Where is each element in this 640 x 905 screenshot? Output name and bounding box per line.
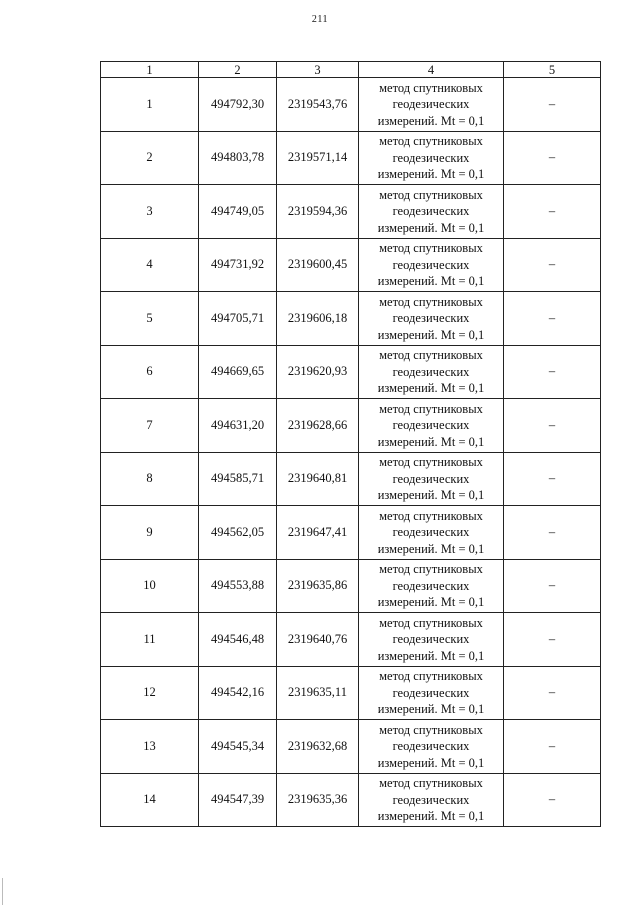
coord-x: 494542,16 <box>199 666 277 720</box>
note-dash: – <box>504 773 601 827</box>
table-row <box>101 506 601 560</box>
method-line: метод спутниковых <box>379 241 483 255</box>
method-line: измерений. Mt = 0,1 <box>377 541 485 556</box>
point-number: 7 <box>101 399 199 453</box>
method-line: геодезических <box>392 471 470 486</box>
coord-x: 494562,05 <box>199 506 277 560</box>
method-line: измерений. Mt = 0,1 <box>377 488 485 502</box>
coord-x: 494547,39 <box>199 773 277 827</box>
table-row <box>101 238 601 292</box>
method-cell <box>359 131 504 185</box>
coord-y: 2319640,81 <box>277 452 359 506</box>
method-line: метод спутниковых <box>379 615 483 630</box>
method-line: измерений. Mt = 0,1 <box>377 113 485 128</box>
coord-y: 2319600,45 <box>277 238 359 292</box>
coord-x: 494792,30 <box>199 78 277 132</box>
point-number: 2 <box>101 131 199 185</box>
point-number: 13 <box>101 720 199 774</box>
coord-y: 2319620,93 <box>277 345 359 399</box>
header-row <box>101 62 601 78</box>
method-line: измерений. Mt = 0,1 <box>377 648 485 663</box>
table-row <box>101 185 601 239</box>
method-cell <box>359 238 504 292</box>
method-line: измерений. Mt = 0,1 <box>377 809 485 823</box>
note-dash: – <box>504 292 601 346</box>
table-row <box>101 666 601 720</box>
method-line: измерений. Mt = 0,1 <box>377 327 485 342</box>
method-line: измерений. Mt = 0,1 <box>377 702 485 716</box>
method-cell <box>359 185 504 239</box>
coord-y: 2319632,68 <box>277 720 359 774</box>
method-line: метод спутниковых <box>379 508 483 523</box>
method-line: геодезических <box>392 257 470 272</box>
coord-y: 2319628,66 <box>277 399 359 453</box>
point-number: 6 <box>101 345 199 399</box>
method-cell <box>359 78 504 132</box>
method-line: геодезических <box>392 150 470 165</box>
point-number: 10 <box>101 559 199 613</box>
margin-mark <box>2 878 3 905</box>
method-line: метод спутниковых <box>379 455 483 469</box>
table-row <box>101 720 601 774</box>
point-number: 5 <box>101 292 199 346</box>
table-header <box>101 62 601 78</box>
coord-x: 494545,34 <box>199 720 277 774</box>
method-line: геодезических <box>392 525 470 539</box>
method-line: геодезических <box>392 97 470 111</box>
method-line: метод спутниковых <box>379 722 483 737</box>
method-cell <box>359 399 504 453</box>
note-dash: – <box>504 345 601 399</box>
table-row <box>101 292 601 346</box>
note-dash: – <box>504 613 601 667</box>
method-line: геодезических <box>392 792 470 807</box>
coord-y: 2319543,76 <box>277 78 359 132</box>
table-row <box>101 345 601 399</box>
point-number: 4 <box>101 238 199 292</box>
method-line: метод спутниковых <box>379 348 483 362</box>
point-number: 1 <box>101 78 199 132</box>
header-col-2: 2 <box>199 62 277 78</box>
method-line: геодезических <box>392 632 470 646</box>
method-cell <box>359 452 504 506</box>
note-dash: – <box>504 452 601 506</box>
method-line: геодезических <box>392 685 470 700</box>
method-cell <box>359 613 504 667</box>
method-line: измерений. Mt = 0,1 <box>377 167 485 181</box>
coord-y: 2319635,11 <box>277 666 359 720</box>
coord-x: 494749,05 <box>199 185 277 239</box>
method-line: измерений. Mt = 0,1 <box>377 381 485 395</box>
header-col-3: 3 <box>277 62 359 78</box>
coordinates-table <box>100 61 601 827</box>
method-line: метод спутниковых <box>379 134 483 148</box>
method-cell <box>359 292 504 346</box>
table-row <box>101 559 601 613</box>
point-number: 12 <box>101 666 199 720</box>
coord-x: 494669,65 <box>199 345 277 399</box>
coord-y: 2319635,36 <box>277 773 359 827</box>
coord-y: 2319640,76 <box>277 613 359 667</box>
method-line: метод спутниковых <box>379 562 483 576</box>
note-dash: – <box>504 185 601 239</box>
coord-y: 2319606,18 <box>277 292 359 346</box>
method-line: метод спутниковых <box>379 294 483 309</box>
note-dash: – <box>504 78 601 132</box>
point-number: 9 <box>101 506 199 560</box>
method-line: метод спутниковых <box>379 401 483 416</box>
coord-y: 2319571,14 <box>277 131 359 185</box>
method-line: метод спутниковых <box>379 80 483 95</box>
header-col-4: 4 <box>359 62 504 78</box>
method-cell <box>359 773 504 827</box>
table-row <box>101 78 601 132</box>
point-number: 11 <box>101 613 199 667</box>
coord-x: 494546,48 <box>199 613 277 667</box>
method-line: метод спутниковых <box>379 187 483 202</box>
coord-x: 494705,71 <box>199 292 277 346</box>
table-row <box>101 131 601 185</box>
page-number: 211 <box>311 14 329 25</box>
coord-x: 494803,78 <box>199 131 277 185</box>
method-line: метод спутниковых <box>379 776 483 790</box>
method-line: метод спутниковых <box>379 669 483 683</box>
coord-x: 494585,71 <box>199 452 277 506</box>
method-line: геодезических <box>392 418 470 432</box>
note-dash: – <box>504 238 601 292</box>
coord-y: 2319635,86 <box>277 559 359 613</box>
method-line: геодезических <box>392 364 470 379</box>
note-dash: – <box>504 399 601 453</box>
coord-x: 494631,20 <box>199 399 277 453</box>
header-col-5: 5 <box>504 62 601 78</box>
method-line: геодезических <box>392 311 470 325</box>
table-body <box>101 78 601 827</box>
method-line: геодезических <box>392 578 470 593</box>
coord-x: 494553,88 <box>199 559 277 613</box>
coord-y: 2319594,36 <box>277 185 359 239</box>
note-dash: – <box>504 131 601 185</box>
point-number: 8 <box>101 452 199 506</box>
method-cell <box>359 559 504 613</box>
method-cell <box>359 666 504 720</box>
method-cell <box>359 720 504 774</box>
method-line: геодезических <box>392 204 470 218</box>
method-line: измерений. Mt = 0,1 <box>377 595 485 609</box>
method-line: геодезических <box>392 739 470 753</box>
table-row <box>101 613 601 667</box>
table-row <box>101 399 601 453</box>
method-line: измерений. Mt = 0,1 <box>377 274 485 288</box>
note-dash: – <box>504 720 601 774</box>
header-col-1: 1 <box>101 62 199 78</box>
table-row <box>101 452 601 506</box>
point-number: 3 <box>101 185 199 239</box>
point-number: 14 <box>101 773 199 827</box>
method-line: измерений. Mt = 0,1 <box>377 220 485 235</box>
method-cell <box>359 506 504 560</box>
note-dash: – <box>504 559 601 613</box>
coord-y: 2319647,41 <box>277 506 359 560</box>
note-dash: – <box>504 506 601 560</box>
method-cell <box>359 345 504 399</box>
note-dash: – <box>504 666 601 720</box>
method-line: измерений. Mt = 0,1 <box>377 434 485 449</box>
table-row <box>101 773 601 827</box>
method-line: измерений. Mt = 0,1 <box>377 755 485 770</box>
coord-x: 494731,92 <box>199 238 277 292</box>
